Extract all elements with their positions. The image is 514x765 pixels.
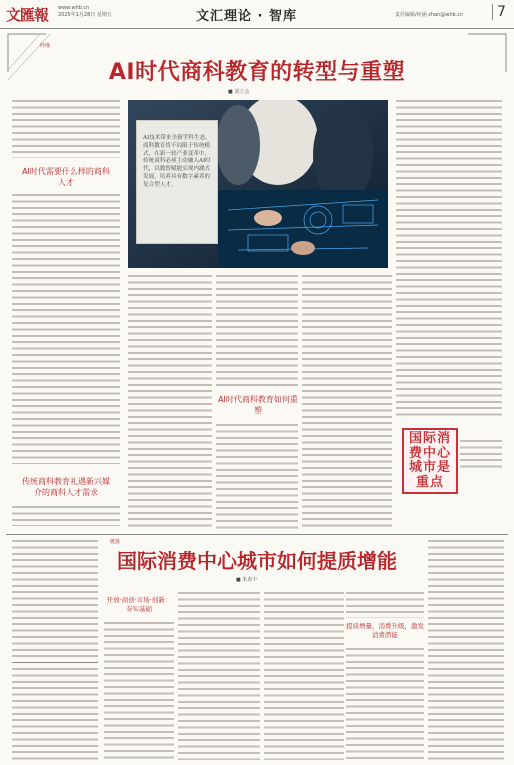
- seal-stamp: [402, 428, 458, 494]
- article-tag: 经缘: [40, 43, 51, 49]
- section-divider: [6, 534, 508, 535]
- text-column: [12, 100, 120, 158]
- newspaper-logo: 文匯報: [6, 6, 49, 24]
- text-column: [178, 592, 260, 760]
- text-column: [428, 540, 504, 760]
- pull-quote-text: AI技术带来全新学科生态，商科教育将不局限于传统模式，在新一轮产业变革中，传统商科必须主动融入AI时代，以数智赋能实现内涵式发展，培养具有数字素养的复合型人才。: [143, 135, 211, 188]
- column-rule: [12, 662, 98, 663]
- text-column: [12, 194, 120, 464]
- text-column: [302, 275, 392, 530]
- text-column: [216, 275, 298, 390]
- section-subhead: 提质增量，消费升级，激发消费潜能: [346, 622, 424, 639]
- section-title: 文汇理论 · 智库: [196, 9, 297, 24]
- text-column: [346, 648, 424, 760]
- text-column: [264, 592, 344, 760]
- text-column: [128, 275, 212, 530]
- section-subhead: AI时代商科教育如何重塑: [218, 395, 298, 415]
- editor-credit: 责任编辑/何涵 zhan@whb.cn: [395, 12, 464, 18]
- article-byline: ■ 刘立会: [228, 88, 249, 95]
- masthead-url: www.whb.cn: [58, 5, 90, 11]
- masthead-date: 2025年1月28日 星期五: [58, 12, 112, 18]
- page-masthead: [0, 0, 514, 29]
- article-tag: 链接: [110, 539, 121, 545]
- masthead-meta: [58, 5, 112, 19]
- seal-characters: 国际消费中心城市是重点: [408, 431, 451, 490]
- section-subhead: 开放·商创·市场·创新：夯实基础: [106, 596, 172, 613]
- article-byline: ■ 朱春丰: [236, 576, 257, 583]
- article-headline: AI时代商科教育的转型与重塑: [108, 60, 406, 85]
- text-column: [12, 506, 120, 526]
- pull-quote-box: [136, 120, 218, 244]
- section-subhead: AI时代需要什么样的商科人才: [22, 167, 110, 187]
- text-column: [396, 100, 502, 420]
- text-column: [12, 668, 98, 760]
- author-note: [460, 440, 502, 470]
- text-column: [216, 424, 298, 530]
- page-number: 7: [492, 4, 506, 20]
- text-column: [104, 622, 174, 760]
- text-column: [12, 540, 98, 660]
- section-subhead: 传统商科教育礼遇新兴媒介的商科人才需求: [22, 477, 110, 497]
- article-headline: 国际消费中心城市如何提质增能: [117, 549, 397, 573]
- text-column: [346, 592, 424, 618]
